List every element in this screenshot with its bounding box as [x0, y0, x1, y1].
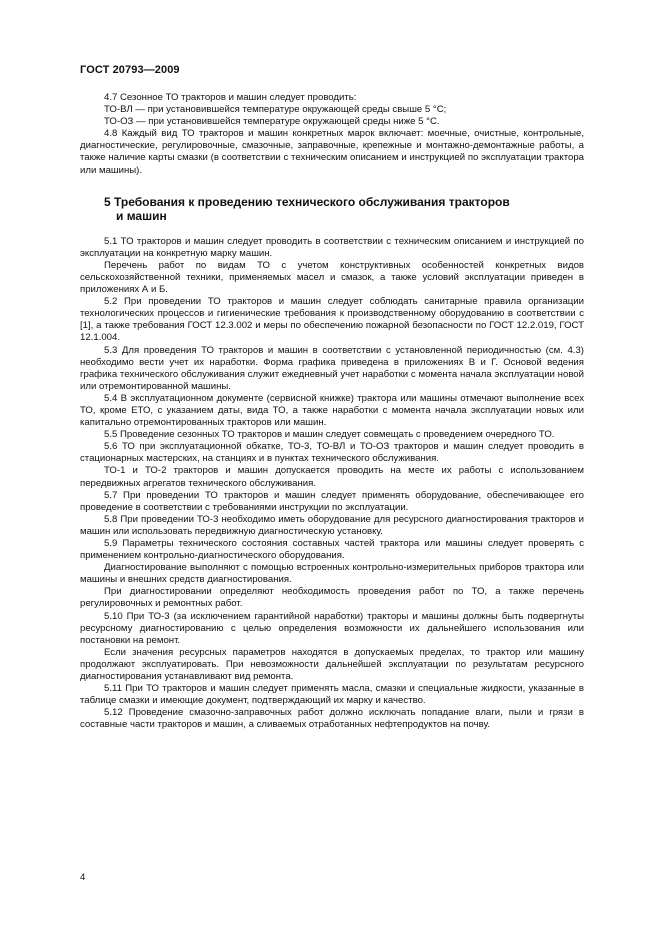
paragraph-5-9-diag: Диагностирование выполняют с помощью встроенных контрольно-измерительных приборов трактора или машины и внешних средств диагностирования. — [80, 562, 584, 586]
paragraph-5-9: 5.9 Параметры технического состояния составных частей трактора или машины следует проверять с применением контрольно-диагностического оборудования. — [80, 538, 584, 562]
paragraph-4-8: 4.8 Каждый вид ТО тракторов и машин конкретных марок включает: моечные, очистные, контрольные, диагностические, регулировочные, смазочные, заправочные, крепежные и монтажно-демонтажные работы, а также наличие карты смазки (в соответствии с техническим описанием и инструкцией по эксплуатации трактора или машины). — [80, 128, 584, 176]
paragraph-5-7: 5.7 При проведении ТО тракторов и машин следует применять оборудование, обеспечивающее его проведение в соответствии с требованиями инструкции по эксплуатации. — [80, 489, 584, 513]
paragraph-to-oz: ТО-ОЗ — при установившейся температуре окружающей среды ниже 5 °С. — [104, 116, 440, 128]
page-number: 4 — [80, 872, 86, 883]
paragraph-5-8: 5.8 При проведении ТО-3 необходимо иметь оборудование для ресурсного диагностирования тракторов и машин или использовать передвижную диагностическую установку. — [80, 513, 584, 537]
section-5-title-line1: 5 Требования к проведению технического обслуживания тракторов — [104, 194, 510, 209]
paragraph-to-vl: ТО-ВЛ — при установившейся температуре окружающей среды свыше 5 °С; — [104, 104, 447, 116]
paragraph-5-2: 5.2 При проведении ТО тракторов и машин следует соблюдать санитарные правила организации технологических процессов и гигиенические требования к производственному оборудованию в соответствии с [1], а также требования ГОСТ 12.3.002 и меры по обеспечению пожарной безопасности по ГОСТ 12.2.019, ГОСТ 12.1.004. — [80, 296, 584, 344]
document-code-header: ГОСТ 20793—2009 — [80, 64, 180, 76]
paragraph-5-1: 5.1 ТО тракторов и машин следует проводить в соответствии с техническим описанием и инструкцией по эксплуатации на конкретную марку машин. — [80, 235, 584, 259]
paragraph-5-10-limits: Если значения ресурсных параметров находятся в допускаемых пределах, то трактор или машину продолжают эксплуатировать. При невозможности дальнейшей эксплуатации по результатам ресурсного диагностирования устанавливают вид ремонта. — [80, 646, 584, 683]
paragraph-5-6: 5.6 ТО при эксплуатационной обкатке, ТО-3, ТО-ВЛ и ТО-ОЗ тракторов и машин следует проводить в стационарных мастерских, на станциях и в пунктах технического обслуживания. — [80, 441, 584, 465]
paragraph-5-12: 5.12 Проведение смазочно-заправочных работ должно исключать попадание влаги, пыли и грязи в составные части тракторов и машин, а сливаемых отработанных нефтепродуктов на почву. — [80, 707, 584, 731]
section-5-title — [80, 195, 584, 224]
paragraph-5-10: 5.10 При ТО-3 (за исключением гарантийной наработки) тракторы и машины должны быть подвергнуты ресурсному диагностированию с целью определения возможности их дальнейшего использования или постановки на ремонт. — [80, 610, 584, 646]
paragraph-5-1-list: Перечень работ по видам ТО с учетом конструктивных особенностей конкретных видов сельскохозяйственной техники, применяемых масел и смазок, а также условий эксплуатации приведен в приложениях А и Б. — [80, 259, 584, 296]
paragraph-5-11: 5.11 При ТО тракторов и машин следует применять масла, смазки и специальные жидкости, указанные в таблице смазки и имеющие документ, подтверждающий их марку и качество. — [80, 683, 584, 707]
paragraph-5-4: 5.4 В эксплуатационном документе (сервисной книжке) трактора или машины отмечают выполнение всех ТО, кроме ЕТО, с указанием даты, вида ТО, а также наработки с момента начала эксплуатации новых или капитально отремонтированных тракторов или машин. — [80, 392, 584, 429]
paragraph-5-3: 5.3 Для проведения ТО тракторов и машин в соответствии с установленной периодичностью (см. 4.3) необходимо вести учет их наработки. Форма графика приведена в приложениях В и Г. Основой ведения графика технического обслуживания служит ежедневный учет наработки с момента начала эксплуатации новой или отремонтированной машины. — [80, 344, 584, 392]
paragraph-5-6-to12: ТО-1 и ТО-2 тракторов и машин допускается проводить на месте их работы с использованием передвижных агрегатов технического обслуживания. — [80, 465, 584, 489]
section-5-title-line2: и машин — [116, 209, 167, 224]
paragraph-5-9-need: При диагностировании определяют необходимость проведения работ по ТО, а также перечень регулировочных и ремонтных работ. — [80, 586, 584, 610]
document-body — [80, 92, 584, 732]
paragraph-5-5: 5.5 Проведение сезонных ТО тракторов и машин следует совмещать с проведением очередного ТО. — [104, 429, 555, 441]
paragraph-4-7: 4.7 Сезонное ТО тракторов и машин следует проводить: — [104, 92, 357, 103]
